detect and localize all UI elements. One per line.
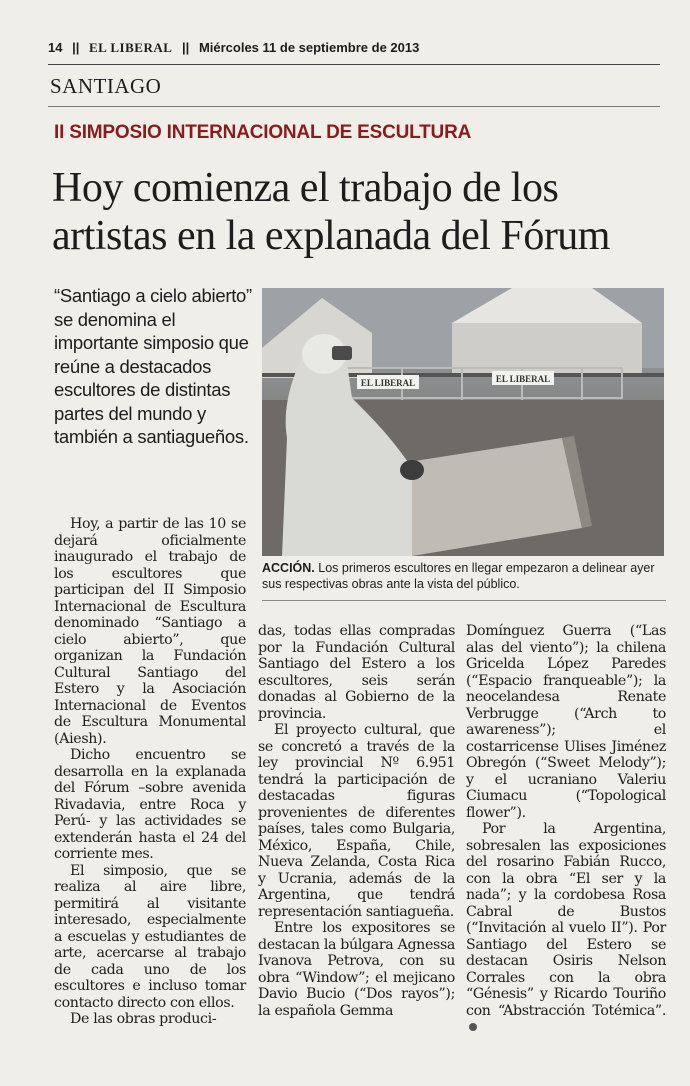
body-paragraph: El simposio, que se realiza al aire libre, permitirá al visitante interesado, especialmente a escuelas y estudiantes de arte, acercarse al trabajo de cada uno de los escultores e incluso tomar contacto directo con ellos. <box>54 862 246 1011</box>
section-name: SANTIAGO <box>50 74 162 98</box>
kicker: II SIMPOSIO INTERNACIONAL DE ESCULTURA <box>54 122 472 143</box>
body-column-2 <box>258 623 455 1019</box>
section-rule <box>48 106 660 107</box>
body-paragraph: El proyecto cultural, que se concretó a través de la ley provincial Nº 6.951 tendrá la participación de destacadas figuras provenientes de diferentes países, tales como Bulgaria, México, España, Chile, Nueva Zelanda, Costa Rica y Ucrania, además de la Argentina, que tendrá representación santiagueña. <box>258 722 455 920</box>
caption-label: ACCIÓN. <box>262 561 315 575</box>
header-separator-right: || <box>182 40 190 55</box>
caption-text: Los primeros escultores en llegar empezaron a delinear ayer sus respectivas obras ante la vista del público. <box>262 561 655 591</box>
body-paragraph-text: Por la Argentina, sobresalen las exposiciones del rosarino Fabián Rucco, con la obra “El ser y la nada”; y la cordobesa Rosa Cabral de Bustos (“Invitación al vuelo II”). Por Santiago del Estero se destacan Osiris Nelson Corrales con la obra “Génesis” y Ricardo Touriño con “Abstracción Totémica”. <box>466 821 666 1019</box>
page-number: 14 <box>48 40 63 55</box>
body-paragraph: Entre los expositores se destacan la búlgara Agnessa Ivanova Petrova, con su obra “Window”; el mejicano Davio Bucio (“Dos rayos”); la española Gemma <box>258 920 455 1019</box>
body-paragraph-last <box>466 821 666 1036</box>
body-paragraph: Dicho encuentro se desarrolla en la explanada del Fórum –sobre avenida Rivadavia, entre Roca y Perú- y las actividades se extenderán hasta el 24 del corriente mes. <box>54 747 246 862</box>
photo-banner-left: EL LIBERAL <box>360 378 416 388</box>
photo-scene <box>262 288 664 556</box>
body-column-3 <box>466 623 666 1036</box>
body-column-1 <box>54 516 246 1028</box>
photo-caption <box>262 560 666 592</box>
headline: Hoy comienza el trabajo de los artistas en la explanada del Fórum <box>52 165 610 259</box>
paper-name: EL LIBERAL <box>89 40 173 55</box>
body-paragraph: das, todas ellas compradas por la Fundación Cultural Santiago del Estero a los escultores, seis serán donadas al Gobierno de la provincia. <box>258 623 455 722</box>
lead-paragraph: “Santiago a cielo abierto” se denomina el importante simposio que reúne a destacados escultores de distintas partes del mundo y también a santiagueños. <box>54 285 252 447</box>
article-photo <box>262 288 664 556</box>
body-paragraph: Domínguez Guerra (“Las alas del viento”); la chilena Gricelda López Paredes (“Espacio franqueable”); la neocelandesa Renate Verbrugge (“Arch to awareness”); el costarricense Ulises Jiménez Obregón (“Sweet Melody”); y el ucraniano Valeriu Ciumacu (“Topological flower”). <box>466 623 666 821</box>
body-paragraph: Hoy, a partir de las 10 se dejará oficialmente inaugurado el trabajo de los escultores que participan del II Simposio Internacional de Escultura denominado “Santiago a cielo abierto”, que organizan la Fundación Cultural Santiago del Estero y la Asociación Internacional de Eventos de Escultura Monumental (Aiesh). <box>54 516 246 747</box>
header-separator-left: || <box>72 40 80 55</box>
page-header <box>48 40 648 56</box>
photo-banner-right: EL LIBERAL <box>495 374 551 384</box>
header-rule <box>48 64 660 65</box>
end-of-article-mark <box>469 1023 477 1031</box>
body-paragraph: De las obras produci- <box>70 1011 217 1027</box>
caption-rule <box>262 600 666 601</box>
issue-date: Miércoles 11 de septiembre de 2013 <box>198 40 420 55</box>
